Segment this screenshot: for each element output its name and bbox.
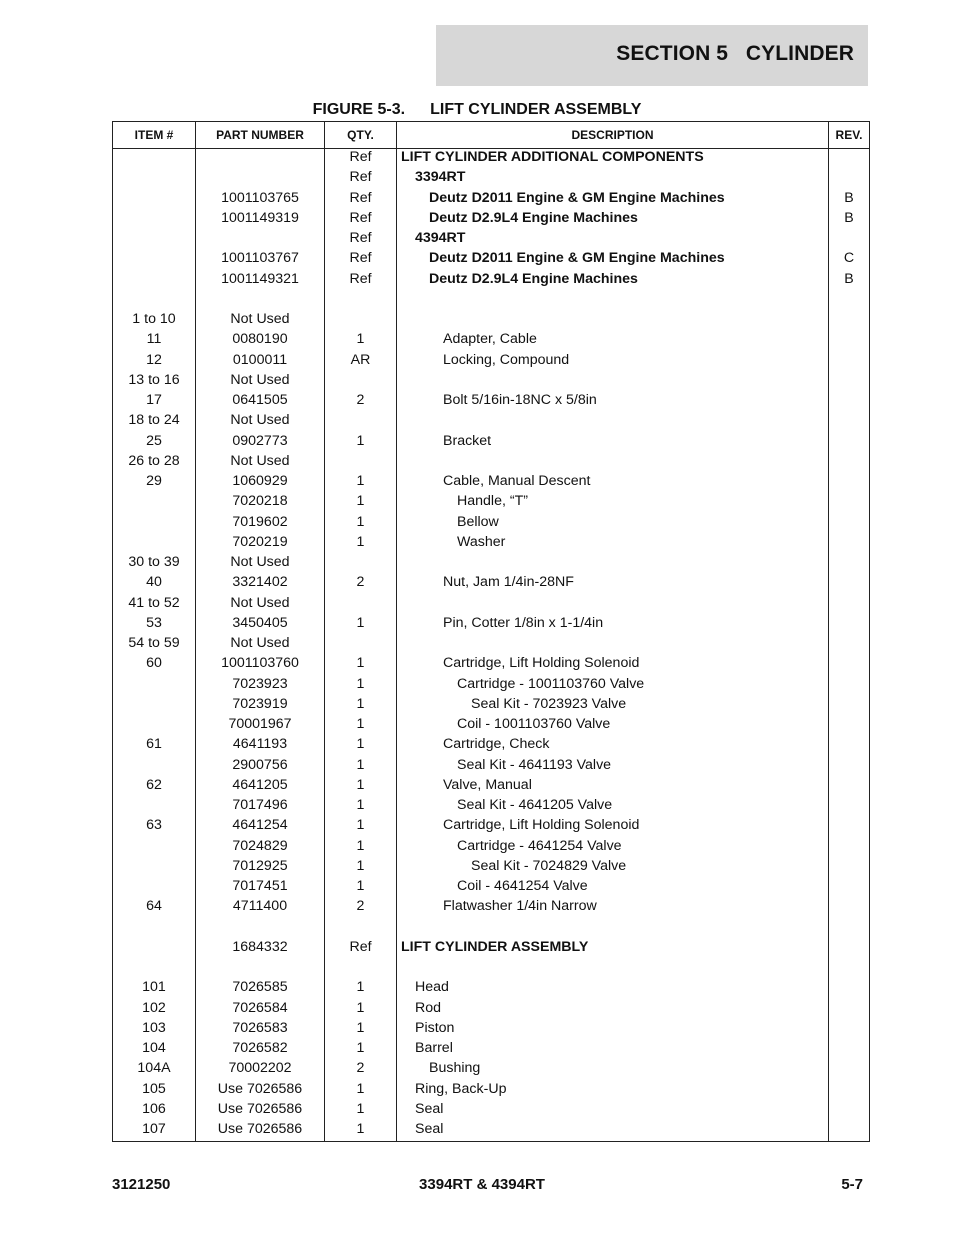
cell-qty: 1 bbox=[356, 1121, 365, 1137]
table-row bbox=[113, 309, 869, 329]
cell-item: 102 bbox=[142, 999, 166, 1016]
cell-item: 103 bbox=[142, 1019, 166, 1036]
cell-qty: 2 bbox=[356, 898, 365, 915]
cell-qty: 1 bbox=[356, 473, 365, 489]
cell-description: Bellow bbox=[457, 513, 499, 530]
table-row bbox=[113, 552, 869, 572]
cell-item: 1 to 10 bbox=[132, 311, 176, 327]
cell-qty: 1 bbox=[356, 533, 365, 550]
cell-item: 13 to 16 bbox=[128, 371, 180, 388]
table-row bbox=[113, 775, 869, 795]
column-header-item: ITEM # bbox=[134, 128, 174, 142]
cell-qty: 1 bbox=[356, 695, 365, 712]
cell-part-number: 0080190 bbox=[232, 331, 288, 348]
section-header-bar bbox=[436, 25, 868, 86]
table-row bbox=[113, 350, 869, 370]
cell-description: Cartridge, Lift Holding Solenoid bbox=[443, 655, 640, 672]
cell-description: Valve, Manual bbox=[443, 776, 532, 793]
cell-part-number: 7023923 bbox=[232, 675, 288, 692]
cell-part-number: Not Used bbox=[230, 452, 290, 469]
cell-qty: Ref bbox=[349, 189, 372, 206]
column-header-rev: REV. bbox=[835, 128, 863, 142]
table-row bbox=[113, 329, 869, 349]
table-row bbox=[113, 896, 869, 916]
table-row bbox=[113, 633, 869, 653]
cell-qty: Ref bbox=[349, 149, 372, 165]
cell-part-number: Use 7026586 bbox=[217, 1080, 303, 1097]
table-row bbox=[113, 694, 869, 714]
cell-description: Cartridge - 1001103760 Valve bbox=[457, 675, 645, 692]
cell-part-number: 1001103765 bbox=[221, 189, 299, 206]
cell-description: Rod bbox=[415, 999, 442, 1016]
cell-qty: AR bbox=[350, 351, 371, 368]
cell-qty: 1 bbox=[356, 878, 365, 894]
column-header-qty: QTY. bbox=[347, 128, 374, 142]
table-row bbox=[113, 532, 869, 552]
cell-description: Seal Kit - 7024829 Valve bbox=[471, 857, 627, 874]
column-header-part-number: PART NUMBER bbox=[216, 128, 304, 142]
cell-description: Seal bbox=[415, 1100, 444, 1117]
cell-qty: 1 bbox=[356, 432, 365, 449]
cell-part-number: 7026583 bbox=[232, 1019, 288, 1036]
cell-item: 61 bbox=[146, 736, 162, 753]
cell-rev: B bbox=[844, 209, 854, 226]
cell-description: Cable, Manual Descent bbox=[443, 473, 591, 489]
cell-part-number: Use 7026586 bbox=[217, 1100, 303, 1117]
figure-title bbox=[0, 101, 954, 119]
cell-description: Seal Kit - 4641205 Valve bbox=[457, 797, 613, 813]
cell-part-number: 7026582 bbox=[232, 1040, 288, 1056]
cell-description: Deutz D2.9L4 Engine Machines bbox=[429, 270, 638, 287]
table-row bbox=[113, 572, 869, 592]
cell-part-number: 7020218 bbox=[232, 493, 288, 510]
cell-description: Pin, Cotter 1/8in x 1-1/4in bbox=[443, 614, 604, 631]
cell-part-number: Not Used bbox=[230, 412, 290, 429]
cell-item: 63 bbox=[146, 817, 162, 834]
cell-qty: Ref bbox=[349, 230, 372, 246]
cell-description: LIFT CYLINDER ADDITIONAL COMPONENTS bbox=[401, 149, 704, 165]
cell-qty: 1 bbox=[356, 736, 365, 753]
cell-qty: 1 bbox=[356, 331, 365, 348]
cell-qty: 1 bbox=[356, 513, 365, 530]
cell-description: Ring, Back-Up bbox=[415, 1080, 507, 1097]
cell-part-number: Not Used bbox=[230, 594, 290, 611]
cell-qty: 1 bbox=[356, 999, 365, 1016]
cell-part-number: 1001149319 bbox=[221, 209, 299, 226]
table-row bbox=[113, 917, 869, 937]
cell-description: LIFT CYLINDER ASSEMBLY bbox=[401, 938, 589, 955]
cell-description: 4394RT bbox=[415, 230, 466, 246]
cell-part-number: Not Used bbox=[230, 371, 290, 388]
cell-part-number: 2900756 bbox=[232, 756, 288, 773]
cell-description: Head bbox=[415, 979, 449, 996]
cell-part-number: 4641193 bbox=[232, 736, 288, 753]
footer-page-number: 5-7 bbox=[841, 1176, 863, 1193]
cell-qty: 1 bbox=[356, 776, 365, 793]
table-row bbox=[113, 1038, 869, 1058]
cell-part-number: 4711400 bbox=[232, 898, 288, 915]
cell-description: Washer bbox=[457, 533, 506, 550]
table-row bbox=[113, 491, 869, 511]
table-row bbox=[113, 613, 869, 633]
cell-description: Coil - 1001103760 Valve bbox=[457, 716, 611, 732]
table-row bbox=[113, 471, 869, 491]
cell-item: 64 bbox=[146, 898, 162, 915]
cell-qty: 1 bbox=[356, 716, 365, 732]
cell-description: Bolt 5/16in-18NC x 5/8in bbox=[443, 392, 597, 408]
cell-item: 101 bbox=[142, 979, 166, 996]
table-row bbox=[113, 593, 869, 613]
cell-qty: 1 bbox=[356, 675, 365, 692]
cell-description: 3394RT bbox=[415, 169, 466, 186]
cell-qty: 1 bbox=[356, 493, 365, 510]
table-row bbox=[113, 167, 869, 187]
cell-qty: 1 bbox=[356, 655, 365, 672]
cell-item: 30 to 39 bbox=[128, 554, 180, 570]
cell-qty: 1 bbox=[356, 797, 365, 813]
table-row bbox=[113, 1079, 869, 1099]
cell-description: Bushing bbox=[429, 1060, 481, 1077]
cell-part-number: 7019602 bbox=[232, 513, 288, 530]
cell-item: 29 bbox=[146, 473, 162, 489]
cell-part-number: Use 7026586 bbox=[217, 1121, 303, 1137]
cell-qty: 1 bbox=[356, 1040, 365, 1056]
table-row bbox=[113, 836, 869, 856]
cell-qty: 2 bbox=[356, 392, 365, 408]
cell-part-number: 0100011 bbox=[232, 351, 288, 368]
cell-qty: 2 bbox=[356, 574, 365, 591]
table-row bbox=[113, 147, 869, 167]
cell-part-number: 4641254 bbox=[232, 817, 288, 834]
cell-qty: 1 bbox=[356, 817, 365, 834]
table-row bbox=[113, 1099, 869, 1119]
cell-part-number: 7017496 bbox=[232, 797, 288, 813]
cell-qty: 1 bbox=[356, 614, 365, 631]
table-row bbox=[113, 1058, 869, 1078]
table-row bbox=[113, 977, 869, 997]
table-row bbox=[113, 876, 869, 896]
cell-description: Deutz D2.9L4 Engine Machines bbox=[429, 209, 638, 226]
cell-part-number: 0902773 bbox=[232, 432, 288, 449]
table-row bbox=[113, 410, 869, 430]
cell-part-number: Not Used bbox=[230, 554, 290, 570]
cell-part-number: 4641205 bbox=[232, 776, 288, 793]
cell-item: 40 bbox=[146, 574, 162, 591]
cell-description: Seal Kit - 7023923 Valve bbox=[471, 695, 627, 712]
cell-part-number: Not Used bbox=[230, 635, 290, 651]
table-row bbox=[113, 714, 869, 734]
cell-description: Seal Kit - 4641193 Valve bbox=[457, 756, 612, 773]
table-row bbox=[113, 998, 869, 1018]
cell-description: Piston bbox=[415, 1019, 455, 1036]
cell-qty: 1 bbox=[356, 837, 365, 854]
cell-item: 107 bbox=[142, 1121, 166, 1137]
table-row bbox=[113, 734, 869, 754]
cell-part-number: 7024829 bbox=[232, 837, 288, 854]
cell-part-number: 7026585 bbox=[232, 979, 288, 996]
figure-name: LIFT CYLINDER ASSEMBLY bbox=[430, 101, 642, 118]
parts-table bbox=[112, 121, 870, 1142]
table-row bbox=[113, 653, 869, 673]
cell-description: Deutz D2011 Engine & GM Engine Machines bbox=[429, 250, 725, 267]
table-row bbox=[113, 269, 869, 289]
cell-item: 105 bbox=[142, 1080, 166, 1097]
cell-description: Handle, “T” bbox=[457, 493, 528, 510]
cell-item: 62 bbox=[146, 776, 162, 793]
table-row bbox=[113, 390, 869, 410]
cell-item: 104A bbox=[137, 1060, 171, 1077]
cell-description: Barrel bbox=[415, 1040, 453, 1056]
table-row bbox=[113, 370, 869, 390]
cell-description: Coil - 4641254 Valve bbox=[457, 878, 588, 894]
footer-models: 3394RT & 4394RT bbox=[419, 1176, 545, 1193]
cell-item: 106 bbox=[142, 1100, 166, 1117]
cell-part-number: 1684332 bbox=[232, 938, 288, 955]
table-row bbox=[113, 795, 869, 815]
cell-qty: 1 bbox=[356, 756, 365, 773]
table-row bbox=[113, 188, 869, 208]
cell-item: 11 bbox=[146, 331, 162, 348]
cell-part-number: 70002202 bbox=[228, 1060, 292, 1077]
cell-part-number: 0641505 bbox=[232, 392, 288, 408]
cell-part-number: 1001149321 bbox=[221, 270, 299, 287]
cell-qty: 2 bbox=[356, 1060, 365, 1077]
table-row bbox=[113, 228, 869, 248]
table-row bbox=[113, 512, 869, 532]
cell-qty: Ref bbox=[349, 250, 372, 267]
table-row bbox=[113, 957, 869, 977]
cell-rev: B bbox=[844, 189, 854, 206]
cell-description: Cartridge - 4641254 Valve bbox=[457, 837, 622, 854]
cell-rev: B bbox=[844, 270, 854, 287]
footer-doc-number: 3121250 bbox=[112, 1176, 171, 1193]
cell-part-number: 1001103760 bbox=[221, 655, 299, 672]
table-row bbox=[113, 815, 869, 835]
cell-part-number: 7020219 bbox=[232, 533, 288, 550]
table-row bbox=[113, 856, 869, 876]
table-row bbox=[113, 248, 869, 268]
cell-qty: Ref bbox=[349, 938, 372, 955]
cell-part-number: Not Used bbox=[230, 311, 290, 327]
cell-qty: Ref bbox=[349, 270, 372, 287]
table-row bbox=[113, 451, 869, 471]
section-title: SECTION 5 CYLINDER bbox=[616, 42, 854, 65]
table-row bbox=[113, 431, 869, 451]
cell-description: Flatwasher 1/4in Narrow bbox=[443, 898, 597, 915]
table-row bbox=[113, 755, 869, 775]
cell-item: 53 bbox=[146, 614, 162, 631]
cell-part-number: 7026584 bbox=[232, 999, 288, 1016]
column-header-description: DESCRIPTION bbox=[571, 128, 654, 142]
cell-qty: 1 bbox=[356, 1019, 365, 1036]
cell-part-number: 3321402 bbox=[232, 574, 288, 591]
table-row bbox=[113, 674, 869, 694]
table-row bbox=[113, 208, 869, 228]
cell-item: 12 bbox=[146, 351, 162, 368]
cell-item: 25 bbox=[146, 432, 162, 449]
cell-part-number: 70001967 bbox=[228, 716, 292, 732]
cell-part-number: 7012925 bbox=[232, 857, 288, 874]
cell-description: Seal bbox=[415, 1121, 444, 1137]
figure-number: FIGURE 5-3. bbox=[312, 101, 406, 118]
cell-item: 17 bbox=[146, 392, 162, 408]
cell-description: Adapter, Cable bbox=[443, 331, 537, 348]
table-row bbox=[113, 1119, 869, 1139]
cell-part-number: 1001103767 bbox=[221, 250, 299, 267]
cell-description: Deutz D2011 Engine & GM Engine Machines bbox=[429, 189, 725, 206]
cell-item: 26 to 28 bbox=[128, 452, 180, 469]
cell-qty: Ref bbox=[349, 169, 372, 186]
cell-qty: 1 bbox=[356, 979, 365, 996]
cell-qty: 1 bbox=[356, 1100, 365, 1117]
cell-qty: 1 bbox=[356, 857, 365, 874]
cell-part-number: 7017451 bbox=[232, 878, 288, 894]
cell-description: Cartridge, Lift Holding Solenoid bbox=[443, 817, 640, 834]
cell-rev: C bbox=[843, 250, 855, 267]
cell-item: 104 bbox=[142, 1040, 166, 1056]
table-row bbox=[113, 937, 869, 957]
cell-description: Bracket bbox=[443, 432, 492, 449]
cell-description: Cartridge, Check bbox=[443, 736, 550, 753]
cell-description: Locking, Compound bbox=[443, 351, 570, 368]
cell-item: 54 to 59 bbox=[128, 635, 180, 651]
cell-part-number: 3450405 bbox=[232, 614, 288, 631]
cell-part-number: 1060929 bbox=[232, 473, 288, 489]
cell-qty: 1 bbox=[356, 1080, 365, 1097]
cell-qty: Ref bbox=[349, 209, 372, 226]
cell-item: 18 to 24 bbox=[128, 412, 180, 429]
cell-part-number: 7023919 bbox=[232, 695, 288, 712]
table-row bbox=[113, 289, 869, 309]
cell-description: Nut, Jam 1/4in-28NF bbox=[443, 574, 574, 591]
cell-item: 41 to 52 bbox=[128, 594, 180, 611]
table-row bbox=[113, 1018, 869, 1038]
cell-item: 60 bbox=[146, 655, 162, 672]
